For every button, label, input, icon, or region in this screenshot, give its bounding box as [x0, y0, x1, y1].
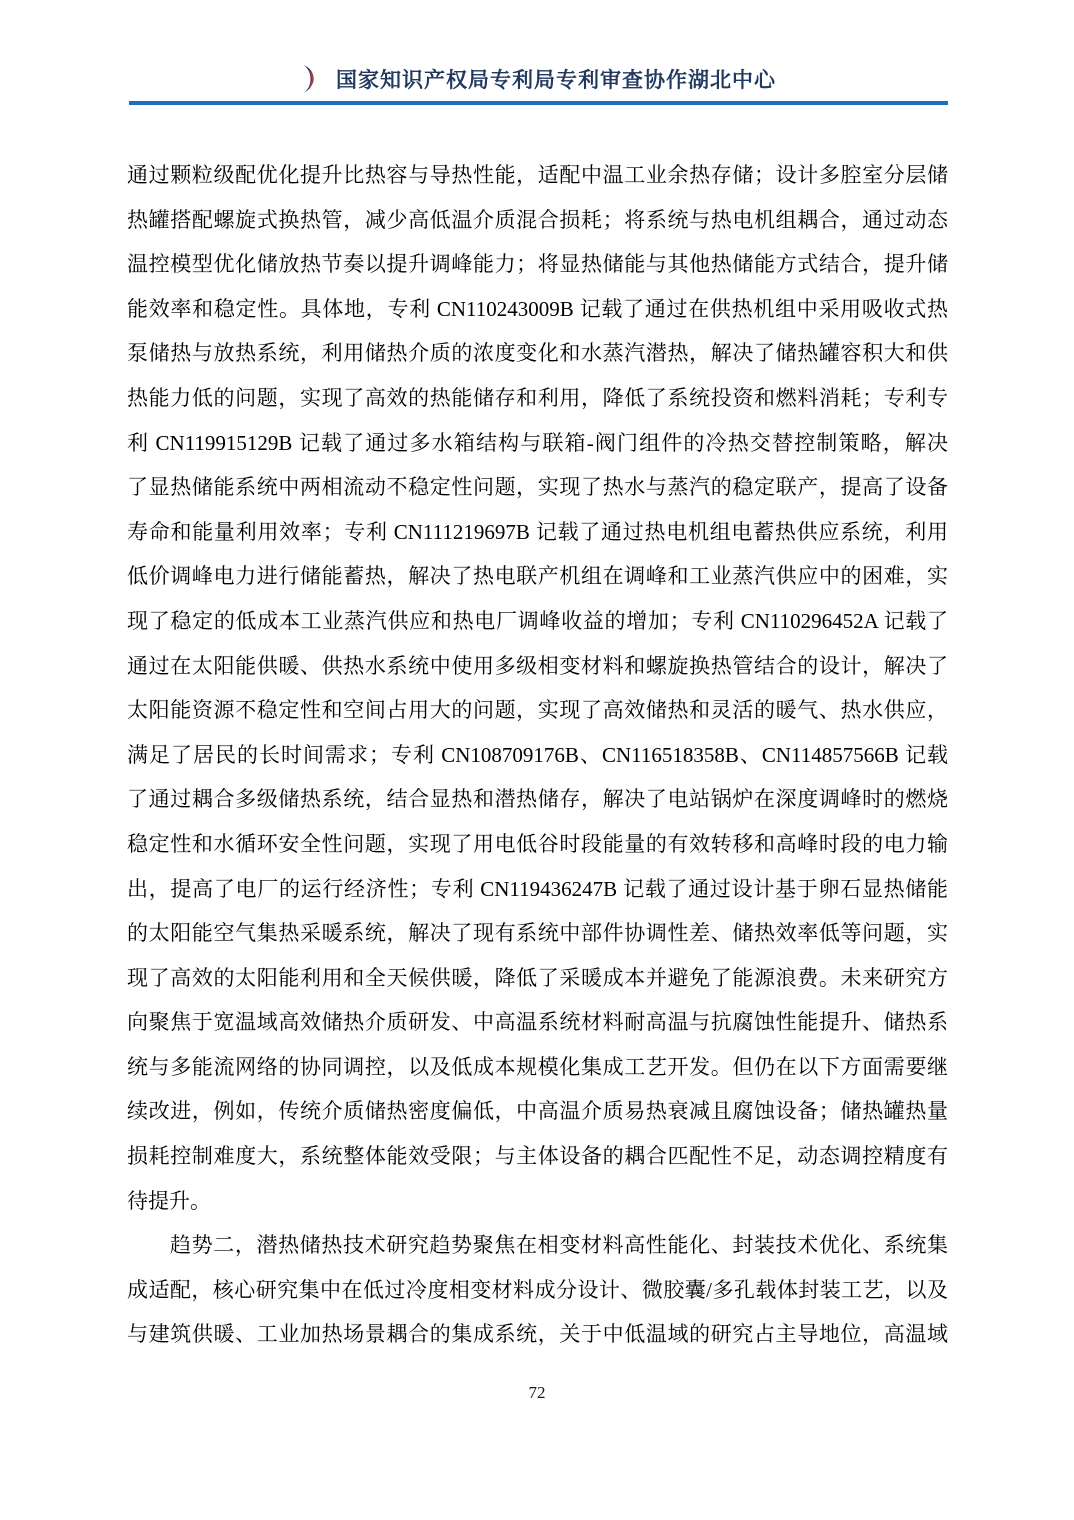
text-line: 能效率和稳定性。具体地，专利 CN110243009B 记载了通过在供热机组中采用吸收式热	[127, 296, 948, 321]
text-line: 统与多能流网络的协同调控，以及低成本规模化集成工艺开发。但仍在以下方面需要继	[127, 1054, 948, 1079]
text-line: 了通过耦合多级储热系统，结合显热和潜热储存，解决了电站锅炉在深度调峰时的燃烧	[127, 787, 948, 812]
text-line: 的太阳能空气集热采暖系统，解决了现有系统中部件协调性差、储热效率低等问题，实	[127, 921, 948, 946]
text-line: 低价调峰电力进行储能蓄热，解决了热电联产机组在调峰和工业蒸汽供应中的困难，实	[127, 564, 948, 589]
text-line: 寿命和能量利用效率；专利 CN111219697B 记载了通过热电机组电蓄热供应系统，利用	[127, 519, 948, 544]
text-line: 待提升。	[127, 1188, 211, 1213]
text-line: 向聚焦于宽温域高效储热介质研发、中高温系统材料耐高温与抗腐蚀性能提升、储热系	[127, 1010, 948, 1035]
text-line: 趋势二，潜热储热技术研究趋势聚焦在相变材料高性能化、封装技术优化、系统集	[170, 1233, 948, 1258]
header-rule	[129, 101, 948, 105]
text-line: 稳定性和水循环安全性问题，实现了用电低谷时段能量的有效转移和高峰时段的电力输	[127, 831, 948, 856]
text-line: 了显热储能系统中两相流动不稳定性问题，实现了热水与蒸汽的稳定联产，提高了设备	[127, 475, 948, 500]
text-line: 通过颗粒级配优化提升比热容与导热性能，适配中温工业余热存储；设计多腔室分层储	[127, 163, 948, 187]
page-number: 72	[528, 1383, 546, 1402]
page-footer	[0, 1383, 1074, 1403]
text-line: 热罐搭配螺旋式换热管，减少高低温介质混合损耗；将系统与热电机组耦合，通过动态	[127, 207, 948, 232]
text-line: 泵储热与放热系统，利用储热介质的浓度变化和水蒸汽潜热，解决了储热罐容积大和供	[127, 341, 948, 366]
text-line: 与建筑供暖、工业加热场景耦合的集成系统，关于中低温域的研究占主导地位，高温域	[127, 1322, 948, 1347]
text-line: 利 CN119915129B 记载了通过多水箱结构与联箱-阀门组件的冷热交替控制策略，解决	[127, 430, 948, 455]
text-line: 温控模型优化储放热节奏以提升调峰能力；将显热储能与其他热储能方式结合，提升储	[127, 252, 948, 277]
header-title-row	[0, 64, 1074, 94]
text-line: 续改进，例如，传统介质储热密度偏低，中高温介质易热衰减且腐蚀设备；储热罐热量	[127, 1099, 948, 1124]
paragraph-1	[127, 153, 948, 1223]
text-line: 现了高效的太阳能利用和全天候供暖，降低了采暖成本并避免了能源浪费。未来研究方	[127, 965, 948, 990]
text-line: 现了稳定的低成本工业蒸汽供应和热电厂调峰收益的增加；专利 CN110296452A 记载了	[127, 608, 948, 633]
cnipa-logo-icon	[298, 64, 320, 94]
text-line: 满足了居民的长时间需求；专利 CN108709176B、CN116518358B、CN114857566B 记载	[127, 742, 948, 767]
paragraph-2	[127, 1223, 948, 1357]
document-body	[127, 153, 948, 1357]
text-line: 损耗控制难度大，系统整体能效受限；与主体设备的耦合匹配性不足，动态调控精度有	[127, 1144, 948, 1169]
page-header	[0, 0, 1074, 110]
text-line: 出，提高了电厂的运行经济性；专利 CN119436247B 记载了通过设计基于卵石显热储能	[127, 876, 948, 901]
header-title: 国家知识产权局专利局专利审查协作湖北中心	[336, 69, 776, 92]
text-line: 太阳能资源不稳定性和空间占用大的问题，实现了高效储热和灵活的暖气、热水供应，	[127, 698, 948, 723]
text-line: 热能力低的问题，实现了高效的热能储存和利用，降低了系统投资和燃料消耗；专利专	[127, 385, 948, 410]
text-line: 成适配，核心研究集中在低过冷度相变材料成分设计、微胶囊/多孔载体封装工艺，以及	[127, 1277, 948, 1302]
text-line: 通过在太阳能供暖、供热水系统中使用多级相变材料和螺旋换热管结合的设计，解决了	[127, 653, 948, 678]
